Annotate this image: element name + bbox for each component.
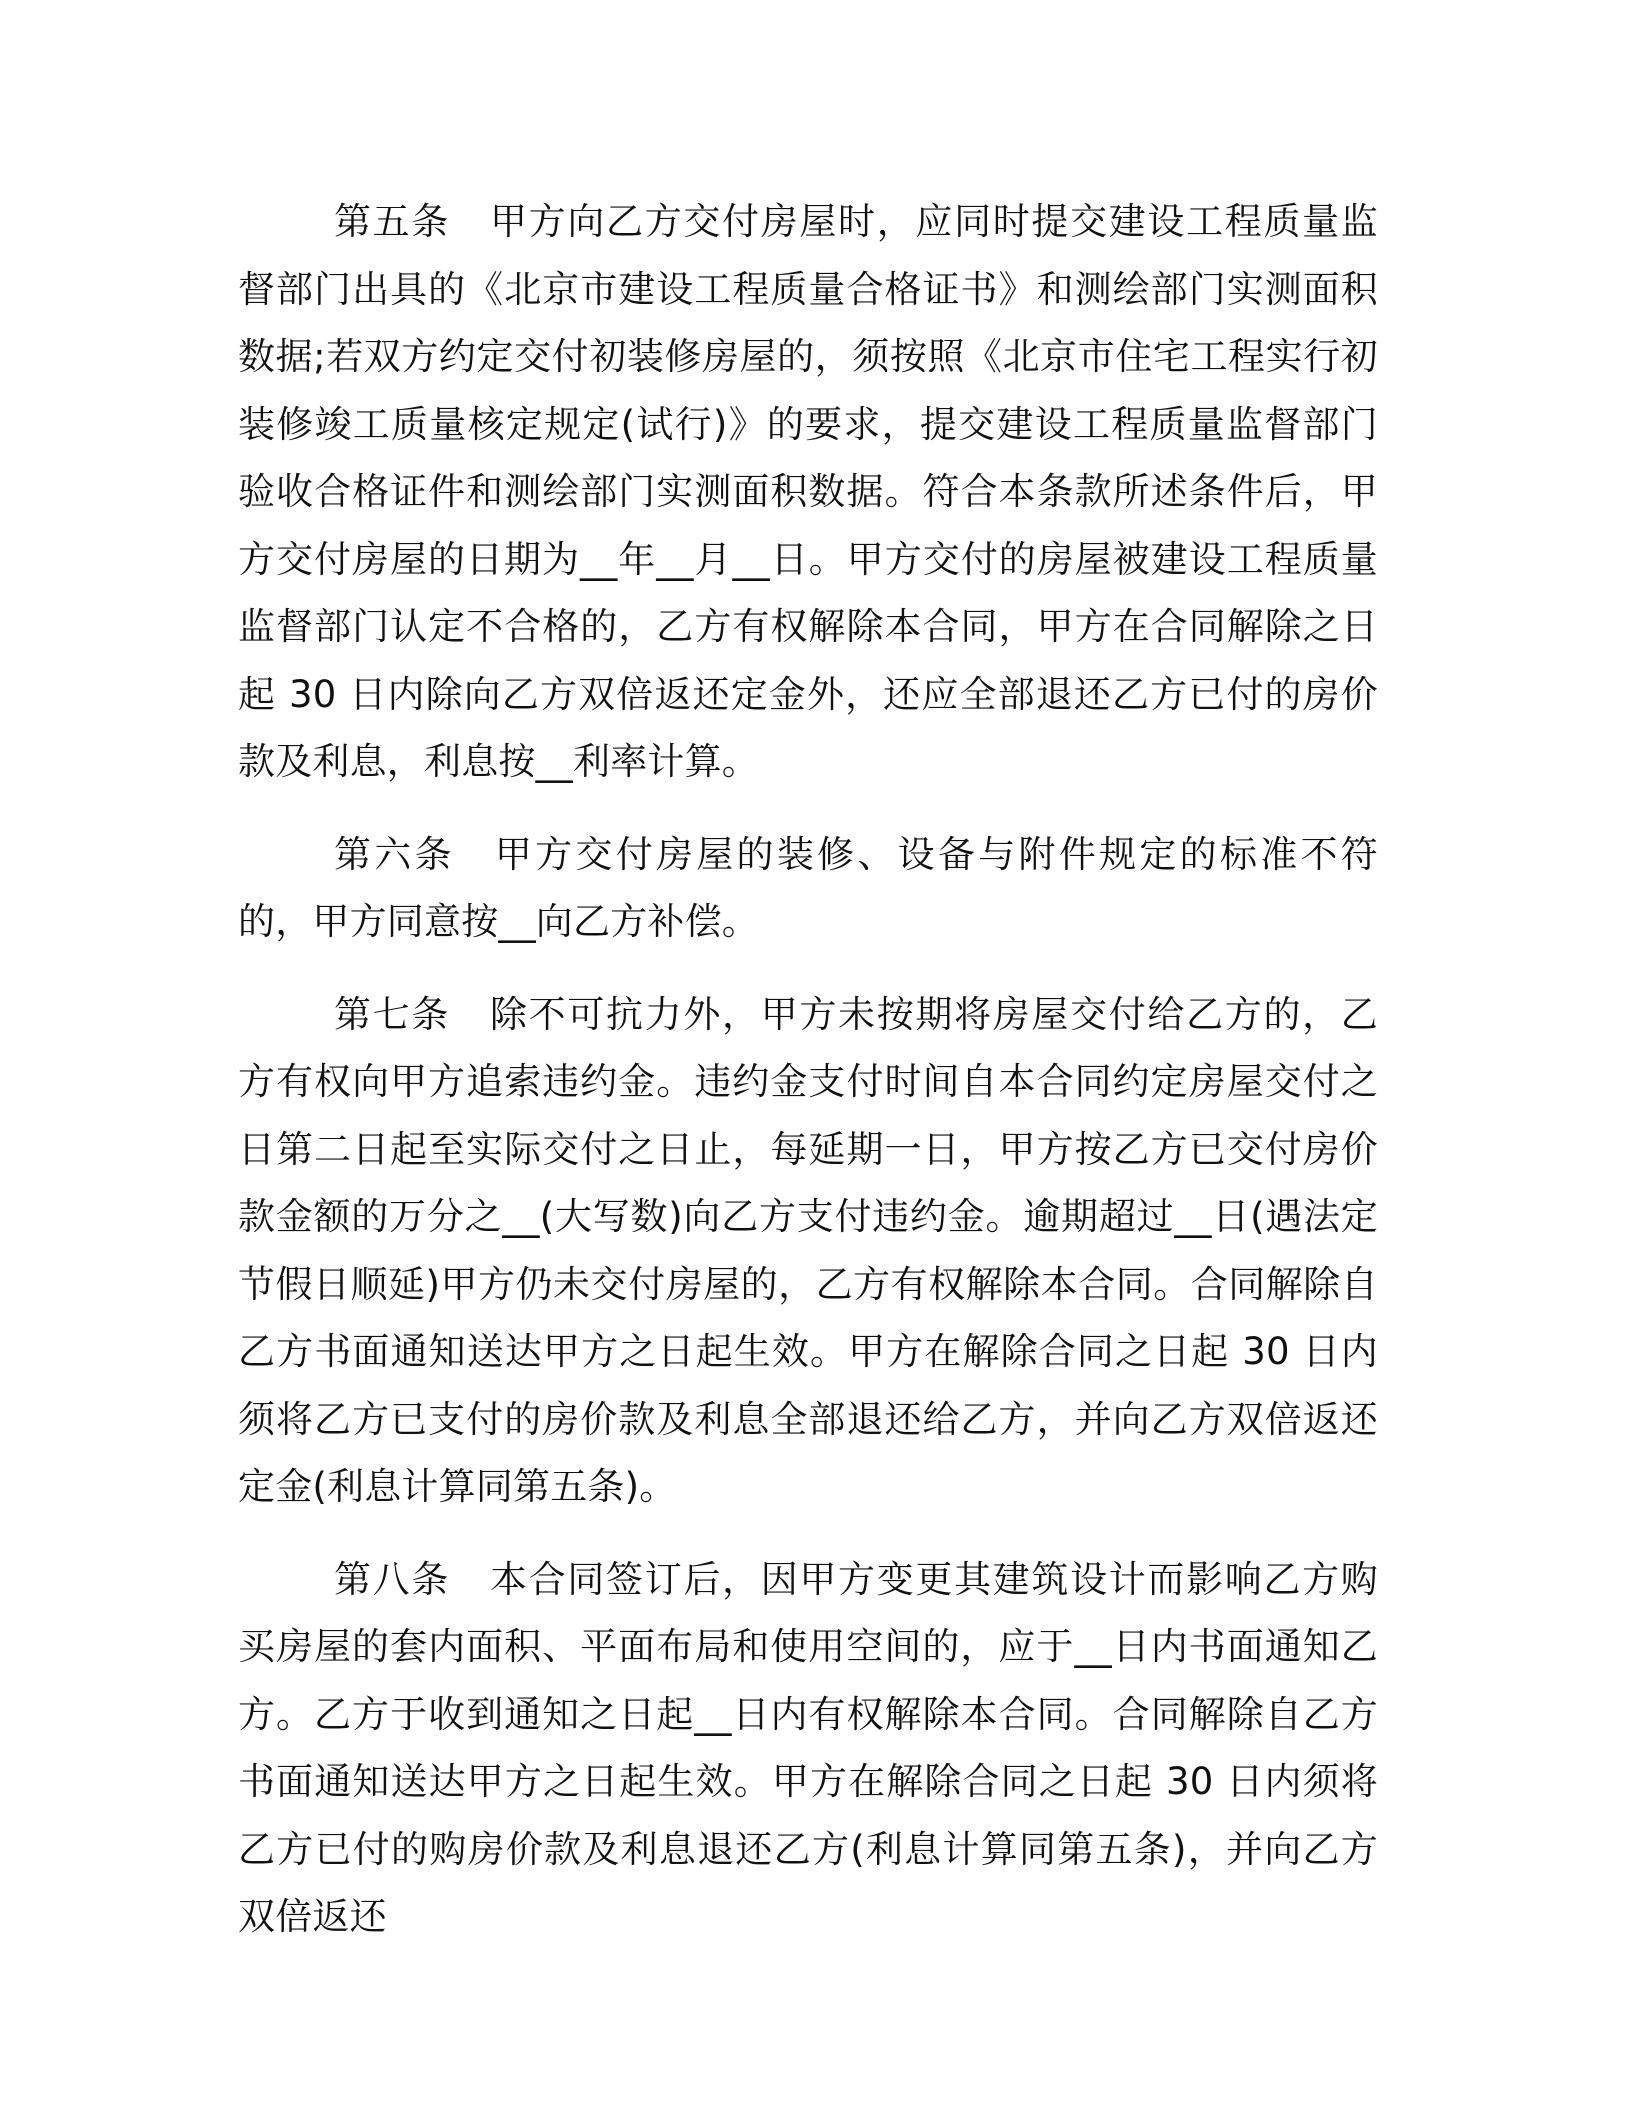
article-5	[238, 188, 1378, 796]
document-page	[238, 188, 1378, 1976]
article-text: 除不可抗力外，甲方未按期将房屋交付给乙方的，乙方有权向甲方追索违约金。违约金支付时间自本合同约定房屋交付之日第二日起至实际交付之日止，每延期一日，甲方按乙方已交付房价款金额的万分之__(大写数)向乙方支付违约金。逾期超过__日(遇法定节假日顺延)甲方仍未交付房屋的，乙方有权解除本合同。合同解除自乙方书面通知送达甲方之日起生效。甲方在解除合同之日起 30 日内须将乙方已支付的房价款及利息全部退还给乙方，并向乙方双倍返还定金(利息计算同第五条)。	[238, 992, 1378, 1508]
article-number: 第六条	[334, 832, 455, 876]
article-8	[238, 1546, 1378, 1951]
article-text: 甲方交付房屋的装修、设备与附件规定的标准不符的，甲方同意按__向乙方补偿。	[238, 832, 1378, 943]
article-number: 第八条	[334, 1557, 451, 1601]
article-7	[238, 981, 1378, 1521]
article-text: 甲方向乙方交付房屋时，应同时提交建设工程质量监督部门出具的《北京市建设工程质量合格证书》和测绘部门实测面积数据;若双方约定交付初装修房屋的，须按照《北京市住宅工程实行初装修竣工质量核定规定(试行)》的要求，提交建设工程质量监督部门验收合格证件和测绘部门实测面积数据。符合本条款所述条件后，甲方交付房屋的日期为__年__月__日。甲方交付的房屋被建设工程质量监督部门认定不合格的，乙方有权解除本合同，甲方在合同解除之日起 30 日内除向乙方双倍返还定金外，还应全部退还乙方已付的房价款及利息，利息按__利率计算。	[238, 200, 1378, 783]
article-number: 第七条	[334, 992, 451, 1036]
article-text: 本合同签订后，因甲方变更其建筑设计而影响乙方购买房屋的套内面积、平面布局和使用空间的，应于__日内书面通知乙方。乙方于收到通知之日起__日内有权解除本合同。合同解除自乙方书面通知送达甲方之日起生效。甲方在解除合同之日起 30 日内须将乙方已付的购房价款及利息退还乙方(利息计算同第五条)，并向乙方双倍返还	[238, 1557, 1378, 1938]
article-6	[238, 821, 1378, 956]
article-number: 第五条	[334, 200, 451, 243]
